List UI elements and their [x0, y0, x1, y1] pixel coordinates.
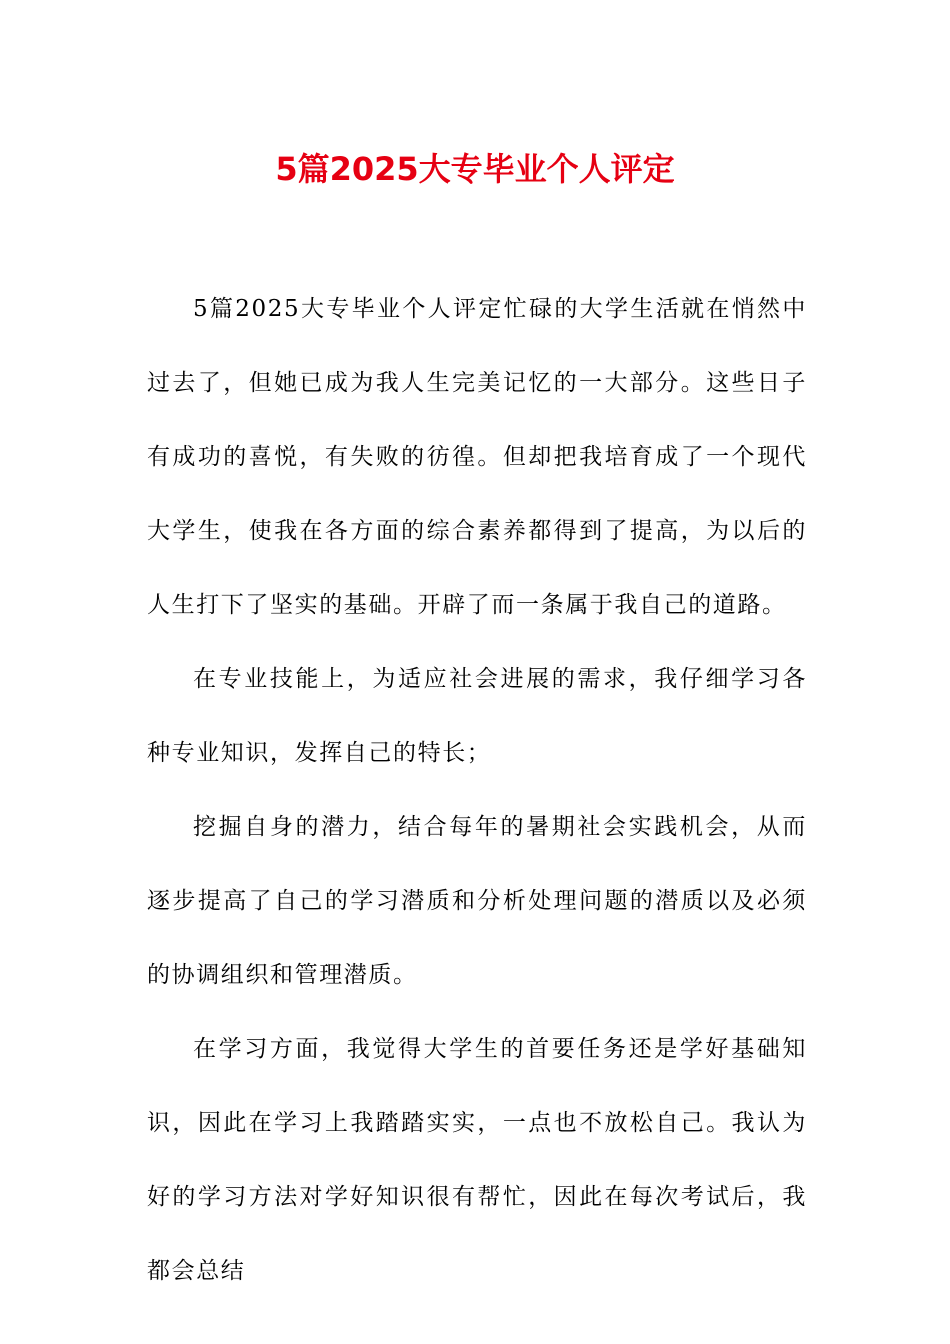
paragraph: 在专业技能上，为适应社会进展的需求，我仔细学习各种专业知识，发挥自己的特长；	[147, 666, 807, 766]
paragraph: 5篇2025大专毕业个人评定忙碌的大学生活就在悄然中过去了，但她已成为我人生完美记忆的一大部分。这些日子有成功的喜悦，有失败的彷徨。但却把我培育成了一个现代大学生，使我在各方面的综合素养都得到了提高，为以后的人生打下了坚实的基础。开辟了而一条属于我自己的道路。	[147, 296, 807, 618]
paragraph: 在学习方面，我觉得大学生的首要任务还是学好基础知识，因此在学习上我踏踏实实，一点也不放松自己。我认为好的学习方法对学好知识很有帮忙，因此在每次考试后，我都会总结	[147, 1036, 807, 1284]
document-title: 5篇2025大专毕业个人评定	[275, 150, 675, 188]
paragraph: 挖掘自身的潜力，结合每年的暑期社会实践机会，从而逐步提高了自己的学习潜质和分析处理问题的潜质以及必须的协调组织和管理潜质。	[147, 814, 807, 988]
document-body	[147, 272, 807, 1308]
